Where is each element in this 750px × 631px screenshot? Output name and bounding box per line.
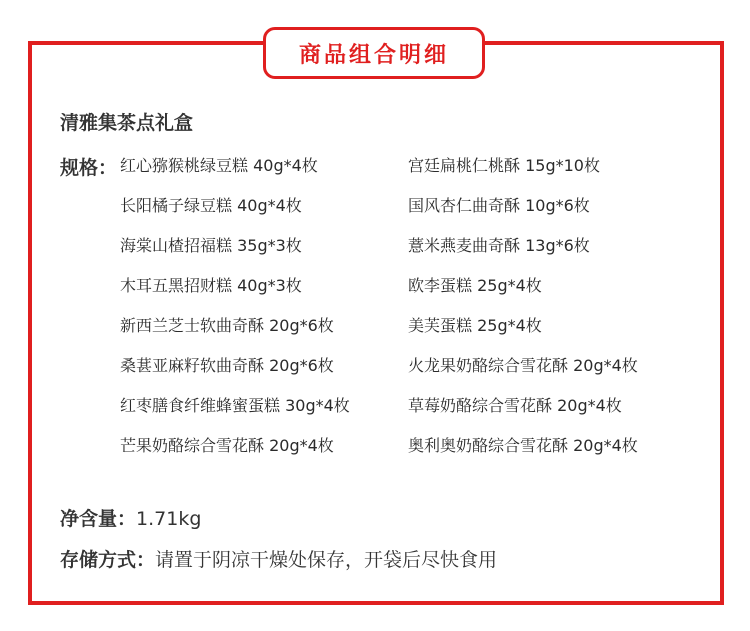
spec-item-left-3: 海棠山楂招福糕 35g*3枚 [120, 236, 302, 255]
spec-item-right-6: 火龙果奶酪综合雪花酥 20g*4枚 [408, 356, 638, 375]
spec-item-left-2: 长阳橘子绿豆糕 40g*4枚 [120, 196, 302, 215]
spec-item-left-4: 木耳五黑招财糕 40g*3枚 [120, 276, 302, 295]
section-title-badge [263, 27, 485, 79]
spec-item-right-2: 国风杏仁曲奇酥 10g*6枚 [408, 196, 590, 215]
spec-label: 规格： [60, 157, 118, 179]
storage-row [60, 545, 497, 572]
spec-item-left-5: 新西兰芝士软曲奇酥 20g*6枚 [120, 316, 334, 335]
spec-item-left-7: 红枣膳食纤维蜂蜜蛋糕 30g*4枚 [120, 396, 350, 415]
spec-item-left-1: 红心猕猴桃绿豆糕 40g*4枚 [120, 156, 318, 175]
net-weight-label: 净含量： [60, 508, 137, 530]
spec-item-right-4: 欧李蛋糕 25g*4枚 [408, 276, 542, 295]
net-weight-row [60, 504, 201, 531]
spec-item-right-5: 美芙蛋糕 25g*4枚 [408, 316, 542, 335]
spec-item-right-1: 宫廷扁桃仁桃酥 15g*10枚 [408, 156, 600, 175]
storage-value: 请置于阴凉干燥处保存，开袋后尽快食用 [155, 549, 498, 571]
product-name: 清雅集茶点礼盒 [60, 112, 194, 134]
storage-label: 存储方式： [60, 549, 156, 571]
net-weight-value: 1.71kg [136, 508, 202, 530]
spec-item-right-7: 草莓奶酪综合雪花酥 20g*4枚 [408, 396, 622, 415]
section-title: 商品组合明细 [298, 42, 449, 68]
spec-item-left-6: 桑葚亚麻籽软曲奇酥 20g*6枚 [120, 356, 334, 375]
spec-item-left-8: 芒果奶酪综合雪花酥 20g*4枚 [120, 436, 334, 455]
spec-item-right-8: 奥利奥奶酪综合雪花酥 20g*4枚 [408, 436, 638, 455]
spec-item-right-3: 薏米燕麦曲奇酥 13g*6枚 [408, 236, 590, 255]
